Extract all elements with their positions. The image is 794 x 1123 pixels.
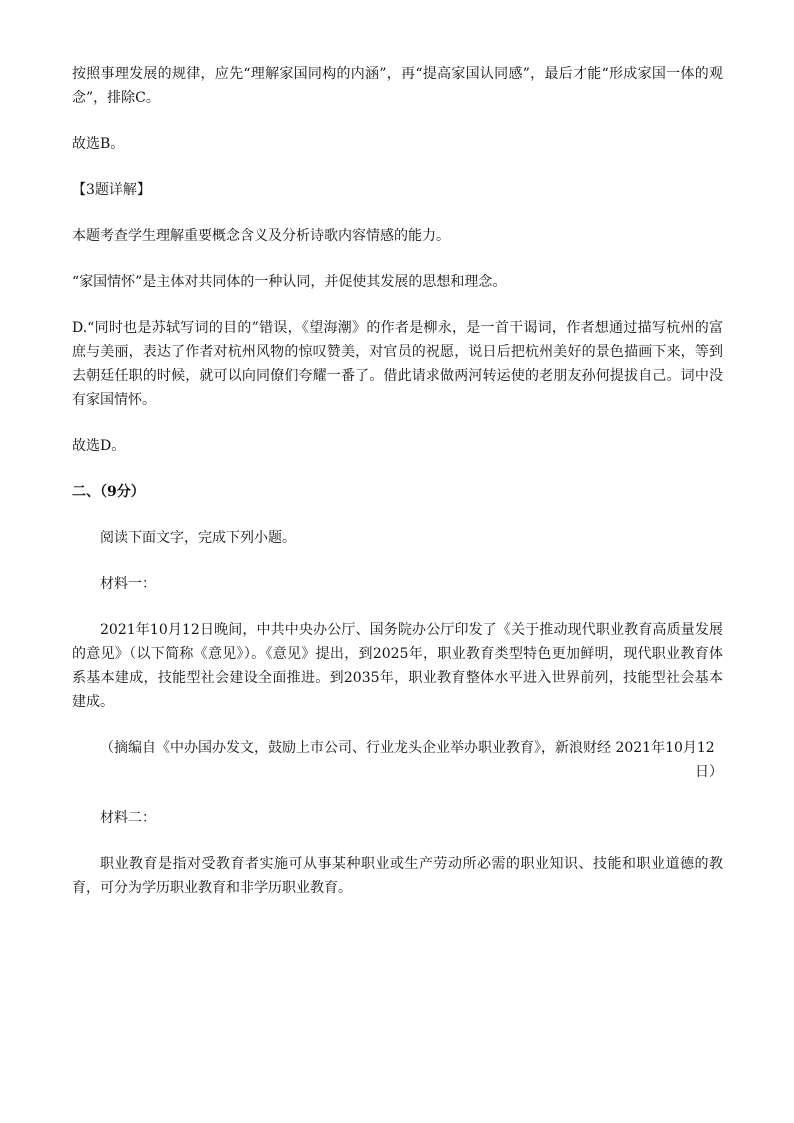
material-1-citation: [72, 736, 723, 784]
material-2-text: 职业教育是指对受教育者实施可从事某种职业或生产劳动所必需的职业知识、技能和职业道德的教育，可分为学历职业教育和非学历职业教育。: [72, 856, 723, 896]
paragraph-answer-2-analysis: 按照事理发展的规律，应先“理解家国同构的内涵”，再“提高家国认同感”，最后才能“形成家国一体的观念”，排除C。: [72, 66, 723, 106]
document-page: [72, 62, 723, 922]
paragraph-question-3-intro: 本题考查学生理解重要概念含义及分析诗歌内容情感的能力。: [72, 228, 450, 244]
paragraph-option-d-analysis: D.“同时也是苏轼写词的目的”错误，《望海潮》的作者是柳永，是一首干谒词，作者想通过描写杭州的富庶与美丽，表达了作者对杭州风物的惊叹赞美，对官员的祝愿，说日后把杭州美好的景色描画下来，等到去朝廷任职的时候，就可以向同僚们夸耀一番了。借此请求做两河转运使的老朋友孙何提拔自己。词中没有家国情怀。: [72, 320, 723, 408]
material-1-label: 材料一：: [100, 576, 156, 592]
reading-instruction: 阅读下面文字，完成下列小题。: [100, 530, 296, 546]
material-2-label: 材料二：: [100, 810, 156, 826]
citation-main: （摘编自《中办国办发文，鼓励上市公司、行业龙头企业举办职业教育》，新浪财经 2021年10月12: [100, 740, 715, 756]
paragraph-answer-3-choice: 故选D。: [72, 438, 126, 454]
paragraph-definition: “家国情怀”是主体对共同体的一种认同，并促使其发展的思想和理念。: [72, 274, 507, 290]
section-2-heading: 二、（9分）: [72, 484, 145, 500]
paragraph-answer-2-choice: 故选B。: [72, 136, 125, 152]
citation-end: 日）: [695, 764, 723, 780]
question-3-heading: 【3题详解】: [72, 182, 151, 198]
material-1-text: 2021年10月12日晚间，中共中央办公厅、国务院办公厅印发了《关于推动现代职业教育高质量发展的意见》（以下简称《意见》）。《意见》提出，到2025年，职业教育类型特色更加鲜明，现代职业教育体系基本建成，技能型社会建设全面推进。到2035年，职业教育整体水平进入世界前列，技能型社会基本建成。: [72, 622, 723, 710]
